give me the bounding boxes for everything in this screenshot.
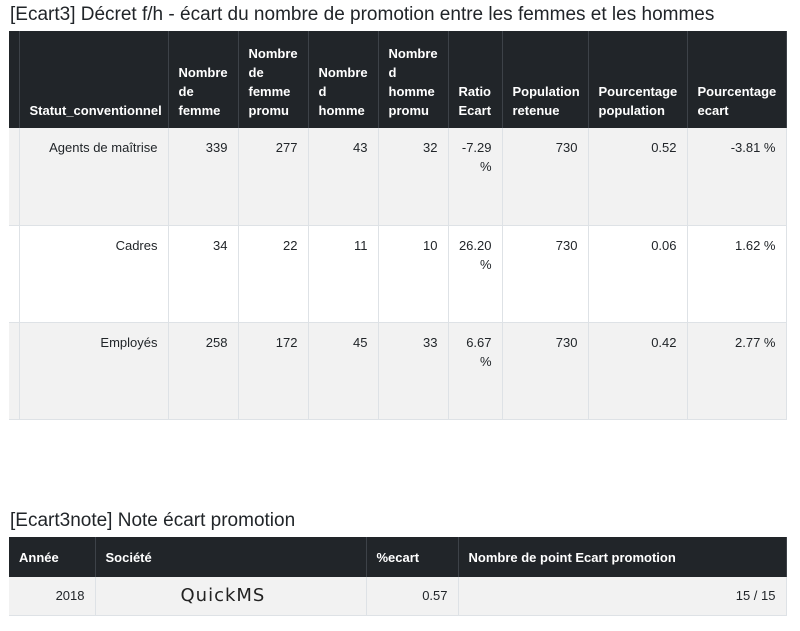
- col-header-pourcentage-population[interactable]: Pourcentage population: [588, 31, 687, 128]
- cell-pourcentage-ecart: 2.77 %: [687, 322, 786, 419]
- table-row: [9, 225, 786, 322]
- cell-nombre-point: 15 / 15: [458, 577, 786, 615]
- cell-nombre-homme: 45: [308, 322, 378, 419]
- table-row: [9, 128, 786, 225]
- cell-nombre-homme-promu: 32: [378, 128, 448, 225]
- ecart3-table: [9, 31, 787, 420]
- cell-pourcentage-ecart: -3.81 %: [687, 128, 786, 225]
- cell-nombre-femme-promu: 22: [238, 225, 308, 322]
- company-logo: QuickMS: [180, 584, 266, 606]
- table2-header-row: [9, 537, 786, 577]
- row-index-cell: [9, 225, 19, 322]
- col-header-societe[interactable]: Société: [95, 537, 366, 577]
- cell-nombre-femme-promu: 277: [238, 128, 308, 225]
- cell-population-retenue: 730: [502, 322, 588, 419]
- row-index-cell: [9, 128, 19, 225]
- table-row: [9, 322, 786, 419]
- col-header-nombre-homme[interactable]: Nombre d homme: [308, 31, 378, 128]
- cell-pourcentage-ecart: 1.62 %: [687, 225, 786, 322]
- col-header-population-retenue[interactable]: Population retenue: [502, 31, 588, 128]
- table1-header-row: [9, 31, 786, 128]
- cell-nombre-femme: 34: [168, 225, 238, 322]
- row-index-cell: [9, 322, 19, 419]
- col-header-nombre-femme-promu[interactable]: Nombre de femme promu: [238, 31, 308, 128]
- table1-index-header: [9, 31, 19, 128]
- cell-annee: 2018: [9, 577, 95, 615]
- table1-title: [Ecart3] Décret f/h - écart du nombre de promotion entre les femmes et les hommes: [10, 4, 715, 25]
- table-row: [9, 577, 786, 615]
- cell-population-retenue: 730: [502, 225, 588, 322]
- cell-pourcentage-population: 0.06: [588, 225, 687, 322]
- cell-ratio-ecart: 6.67 %: [448, 322, 502, 419]
- col-header-pct-ecart[interactable]: %ecart: [366, 537, 458, 577]
- cell-statut: Cadres: [19, 225, 168, 322]
- cell-nombre-homme-promu: 10: [378, 225, 448, 322]
- cell-nombre-homme: 43: [308, 128, 378, 225]
- col-header-pourcentage-ecart[interactable]: Pourcentage ecart: [687, 31, 786, 128]
- col-header-nombre-femme[interactable]: Nombre de femme: [168, 31, 238, 128]
- col-header-annee[interactable]: Année: [9, 537, 95, 577]
- cell-ratio-ecart: 26.20 %: [448, 225, 502, 322]
- table2-title: [Ecart3note] Note écart promotion: [10, 510, 296, 531]
- cell-nombre-homme: 11: [308, 225, 378, 322]
- cell-nombre-femme: 258: [168, 322, 238, 419]
- cell-nombre-homme-promu: 33: [378, 322, 448, 419]
- cell-pct-ecart: 0.57: [366, 577, 458, 615]
- cell-statut: Agents de maîtrise: [19, 128, 168, 225]
- cell-statut: Employés: [19, 322, 168, 419]
- col-header-nombre-homme-promu[interactable]: Nombre d homme promu: [378, 31, 448, 128]
- cell-societe: [95, 577, 366, 615]
- col-header-nombre-point[interactable]: Nombre de point Ecart promotion: [458, 537, 786, 577]
- cell-pourcentage-population: 0.42: [588, 322, 687, 419]
- ecart3note-table: [9, 537, 787, 616]
- cell-pourcentage-population: 0.52: [588, 128, 687, 225]
- cell-population-retenue: 730: [502, 128, 588, 225]
- col-header-ratio-ecart[interactable]: Ratio Ecart: [448, 31, 502, 128]
- cell-nombre-femme-promu: 172: [238, 322, 308, 419]
- cell-ratio-ecart: -7.29 %: [448, 128, 502, 225]
- col-header-statut[interactable]: Statut_conventionnel: [19, 31, 168, 128]
- cell-nombre-femme: 339: [168, 128, 238, 225]
